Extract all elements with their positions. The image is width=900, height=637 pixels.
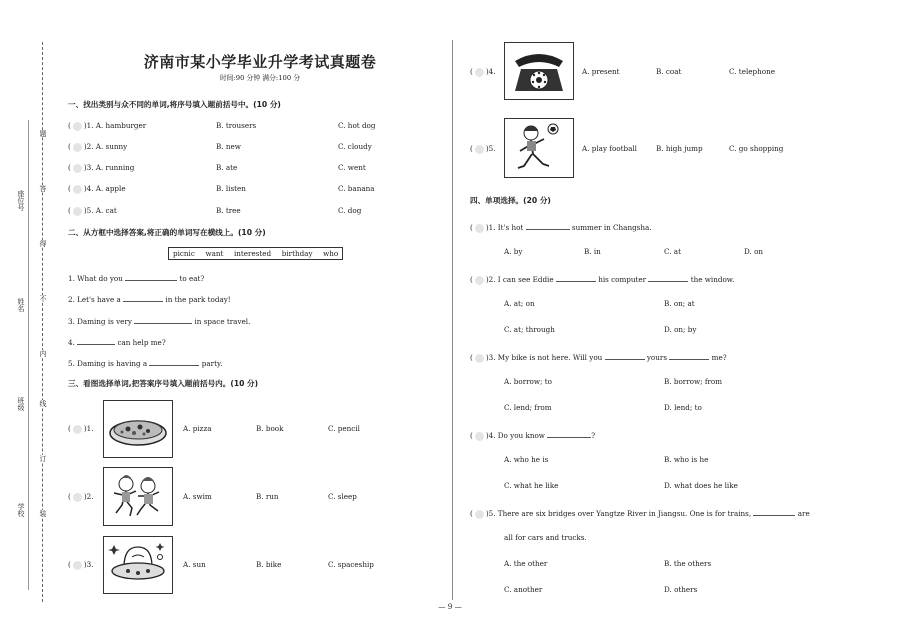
question-stem: ( )4. Do you know ?: [470, 431, 596, 440]
cut-mark: 装: [39, 510, 47, 517]
answer-blank[interactable]: [73, 493, 82, 502]
picture-item-number: ( )3.: [68, 560, 94, 569]
fill-item: 2. Let's have a in the park today!: [68, 295, 231, 304]
list-item: ( )2. A. sunny: [68, 142, 128, 151]
list-item: ( )1. A. hamburger: [68, 121, 147, 130]
picture-item-number: ( )5.: [470, 144, 496, 153]
option-c: C. hot dog: [338, 121, 376, 130]
spaceship-image: [103, 536, 173, 594]
option-b: B. the others: [664, 559, 712, 568]
fill-item: 1. What do you to eat?: [68, 274, 205, 283]
fill-blank[interactable]: [556, 273, 596, 282]
picture-item-number: ( )2.: [68, 492, 94, 501]
section1-heading: 一、找出类别与众不同的单词,将序号填入题前括号中。(10 分): [68, 100, 281, 109]
option-b: B. ate: [216, 163, 238, 172]
option-b: B. bike: [256, 560, 282, 569]
cut-mark: 不: [39, 295, 47, 302]
question-stem: ( )2. I can see Eddie his computer the window.: [470, 275, 735, 284]
fill-item: 3. Daming is very in space travel.: [68, 317, 251, 326]
fill-item: 5. Daming is having a party.: [68, 359, 223, 368]
option-c: C. dog: [338, 206, 362, 215]
option-a: A. swim: [183, 492, 212, 501]
option-c: C. another: [504, 585, 543, 594]
cut-mark: 得: [39, 240, 47, 247]
option-c: C. at; through: [504, 325, 555, 334]
cut-mark: 答: [39, 185, 47, 192]
option-a: A. sun: [183, 560, 206, 569]
cut-mark: 内: [39, 350, 47, 357]
option-b: B. on; at: [664, 299, 695, 308]
binding-label-school: 学校: [17, 503, 25, 517]
page-title: 济南市某小学毕业升学考试真题卷: [143, 53, 377, 71]
option-a: A. who he is: [504, 455, 549, 464]
answer-blank[interactable]: [73, 143, 82, 152]
option-b: B. high jump: [656, 144, 703, 153]
binding-label-seat: 座位号: [17, 190, 25, 211]
option-d: D. lend; to: [664, 403, 702, 412]
option-c: C. telephone: [729, 67, 775, 76]
option-d: D. others: [664, 585, 698, 594]
fill-blank[interactable]: [125, 272, 177, 281]
cut-mark: 订: [39, 455, 47, 462]
option-a: A. the other: [504, 559, 548, 568]
binding-cut-line: [42, 42, 43, 602]
option-b: B. new: [216, 142, 241, 151]
option-d: D. on; by: [664, 325, 697, 334]
answer-blank[interactable]: [475, 224, 484, 233]
option-c: C. cloudy: [338, 142, 372, 151]
option-a: A. at; on: [504, 299, 535, 308]
fill-blank[interactable]: [605, 351, 645, 360]
fill-blank[interactable]: [149, 357, 199, 366]
answer-blank[interactable]: [475, 68, 484, 77]
fill-blank[interactable]: [526, 221, 570, 230]
answer-blank[interactable]: [73, 561, 82, 570]
option-b: B. borrow; from: [664, 377, 723, 386]
option-b: B. coat: [656, 67, 682, 76]
fill-blank[interactable]: [547, 429, 591, 438]
picture-item-number: ( )4.: [470, 67, 496, 76]
option-c: C. banana: [338, 184, 375, 193]
option-c: C. what he like: [504, 481, 559, 490]
question-stem: ( )5. There are six bridges over Yangtze River in Jiangsu. One is for trains, are: [470, 509, 810, 518]
option-b: B. tree: [216, 206, 241, 215]
option-c: C. sleep: [328, 492, 357, 501]
binding-solid-line: [28, 120, 29, 590]
answer-blank[interactable]: [475, 276, 484, 285]
fill-item: 4. can help me?: [68, 338, 166, 347]
option-a: A. pizza: [183, 424, 212, 433]
telephone-image: [504, 42, 574, 100]
football-player-image: [504, 118, 574, 178]
question-stem: ( )1. It's hot summer in Changsha.: [470, 223, 652, 232]
option-b: B. book: [256, 424, 284, 433]
column-divider: [452, 40, 453, 600]
answer-blank[interactable]: [73, 425, 82, 434]
list-item: ( )3. A. running: [68, 163, 135, 172]
binding-label-name: 姓名: [17, 298, 25, 312]
answer-blank[interactable]: [475, 510, 484, 519]
option-d: D. what does he like: [664, 481, 738, 490]
option-a: A. play football: [582, 144, 637, 153]
list-item: ( )5. A. cat: [68, 206, 117, 215]
answer-blank[interactable]: [73, 185, 82, 194]
option-c: C. lend; from: [504, 403, 552, 412]
option-b: B. in: [584, 247, 601, 256]
option-c: C. spaceship: [328, 560, 374, 569]
option-a: A. borrow; to: [504, 377, 552, 386]
section4-heading: 四、单项选择。(20 分): [470, 196, 551, 205]
exam-subtitle: 时间:90 分钟 满分:100 分: [219, 74, 301, 82]
option-b: B. trousers: [216, 121, 257, 130]
option-b: B. listen: [216, 184, 246, 193]
option-c: C. at: [664, 247, 681, 256]
answer-blank[interactable]: [475, 354, 484, 363]
answer-blank[interactable]: [73, 207, 82, 216]
answer-blank[interactable]: [475, 145, 484, 154]
section2-heading: 二、从方框中选择答案,将正确的单词写在横线上。(10 分): [68, 228, 266, 237]
answer-blank[interactable]: [73, 164, 82, 173]
option-c: C. pencil: [328, 424, 360, 433]
question-stem-continued: all for cars and trucks.: [504, 533, 587, 542]
cut-mark: 题: [39, 130, 47, 137]
binding-label-class: 班级: [17, 397, 25, 411]
option-c: C. went: [338, 163, 366, 172]
option-b: B. who is he: [664, 455, 709, 464]
word-box: picnic want interested birthday who: [168, 247, 343, 260]
answer-blank[interactable]: [73, 122, 82, 131]
section3-heading: 三、看图选择单词,把答案序号填入题前括号内。(10 分): [68, 379, 259, 388]
question-stem: ( )3. My bike is not here. Will you yours me?: [470, 353, 727, 362]
pizza-image: [103, 400, 173, 458]
fill-blank[interactable]: [123, 293, 163, 302]
option-a: A. present: [582, 67, 620, 76]
option-b: B. run: [256, 492, 279, 501]
kids-running-image: [103, 467, 173, 526]
fill-blank[interactable]: [648, 273, 688, 282]
cut-mark: 线: [39, 400, 47, 407]
fill-blank[interactable]: [77, 336, 115, 345]
page-number: — 9 —: [438, 602, 462, 611]
option-a: A. by: [504, 247, 523, 256]
list-item: ( )4. A. apple: [68, 184, 126, 193]
option-c: C. go shopping: [729, 144, 784, 153]
picture-item-number: ( )1.: [68, 424, 94, 433]
fill-blank[interactable]: [753, 507, 795, 516]
answer-blank[interactable]: [475, 432, 484, 441]
option-d: D. on: [744, 247, 764, 256]
fill-blank[interactable]: [669, 351, 709, 360]
fill-blank[interactable]: [134, 315, 192, 324]
